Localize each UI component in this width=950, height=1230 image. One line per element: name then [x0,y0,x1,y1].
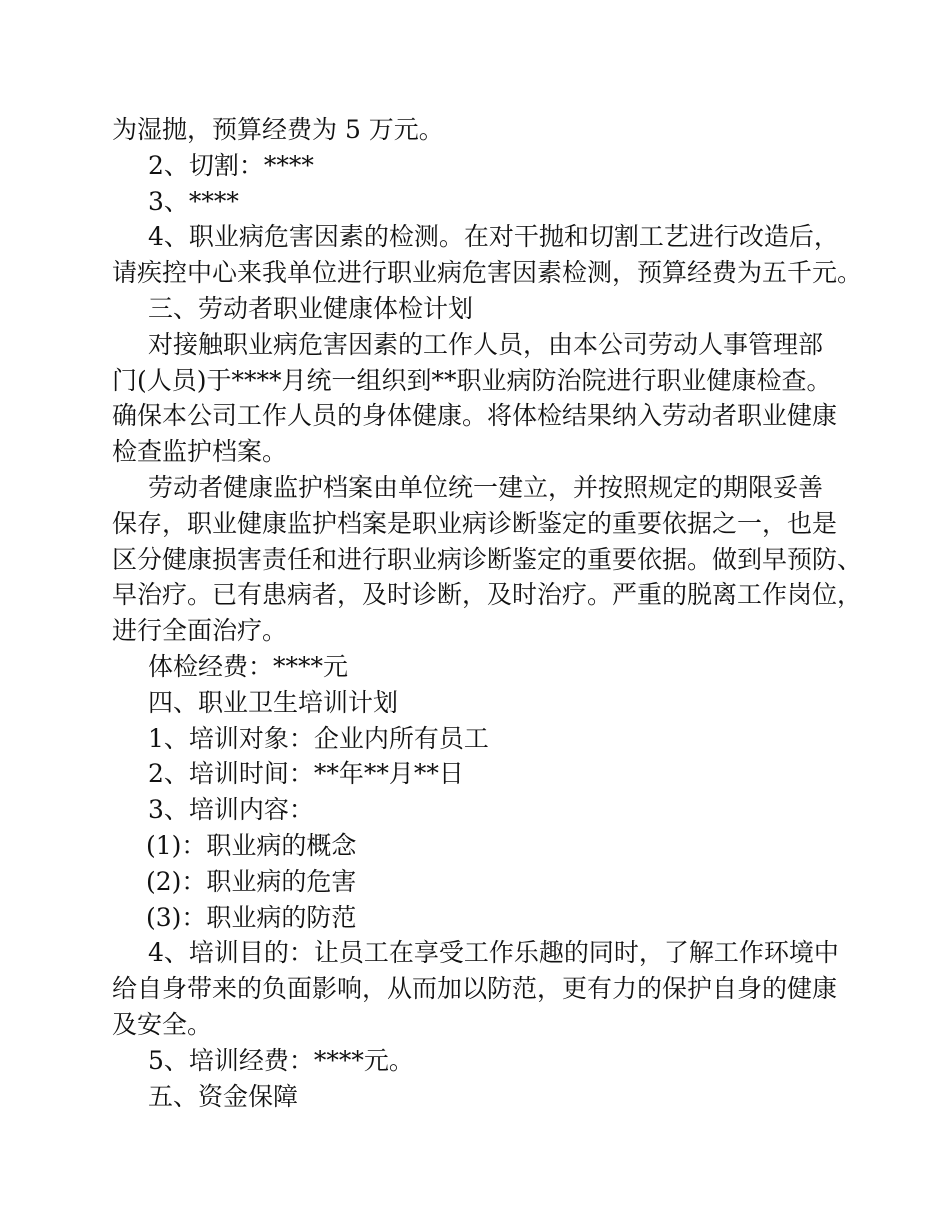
text-line: 区分健康损害责任和进行职业病诊断鉴定的重要依据。做到早预防、 [112,544,863,574]
text-line: 保存，职业健康监护档案是职业病诊断鉴定的重要依据之一，也是 [112,508,838,538]
text-line: 五、资金保障 [148,1081,299,1111]
text-line: 1、培训对象：企业内所有员工 [148,723,489,753]
text-line: (2)：职业病的危害 [146,866,357,896]
text-line: 给自身带来的负面影响，从而加以防范，更有力的保护自身的健康 [112,974,838,1004]
text-line: 请疾控中心来我单位进行职业病危害因素检测，预算经费为五千元。 [112,258,863,288]
text-line: 及安全。 [112,1009,213,1039]
text-line: 4、职业病危害因素的检测。在对干抛和切割工艺进行改造后， [148,222,839,252]
text-line: 2、培训时间：**年**月**日 [148,759,464,789]
text-line: 对接触职业病危害因素的工作人员，由本公司劳动人事管理部 [148,329,824,359]
text-line: 为湿抛，预算经费为 5 万元。 [112,115,444,144]
text-line: 体检经费：****元 [148,651,349,681]
text-line: 三、劳动者职业健康体检计划 [148,293,474,323]
text-line: 门(人员)于****月统一组织到**职业病防治院进行职业健康检查。 [112,365,832,395]
text-line: (3)：职业病的防范 [146,902,357,932]
text-line: 早治疗。已有患病者，及时诊断，及时治疗。严重的脱离工作岗位， [112,580,863,610]
text-line: 3、**** [148,186,239,216]
text-line: 3、培训内容： [148,795,314,825]
text-line: 检查监护档案。 [112,437,288,467]
text-line: (1)：职业病的概念 [146,830,357,860]
text-line: 四、职业卫生培训计划 [148,687,399,717]
text-line: 劳动者健康监护档案由单位统一建立，并按照规定的期限妥善 [148,472,824,502]
text-line: 2、切割：**** [148,150,314,180]
document-body [112,112,863,1114]
text-line: 5、培训经费：****元。 [148,1045,414,1075]
text-line: 确保本公司工作人员的身体健康。将体检结果纳入劳动者职业健康 [112,401,838,431]
text-line: 4、培训目的：让员工在享受工作乐趣的同时，了解工作环境中 [148,938,839,968]
text-line: 进行全面治疗。 [112,616,288,646]
